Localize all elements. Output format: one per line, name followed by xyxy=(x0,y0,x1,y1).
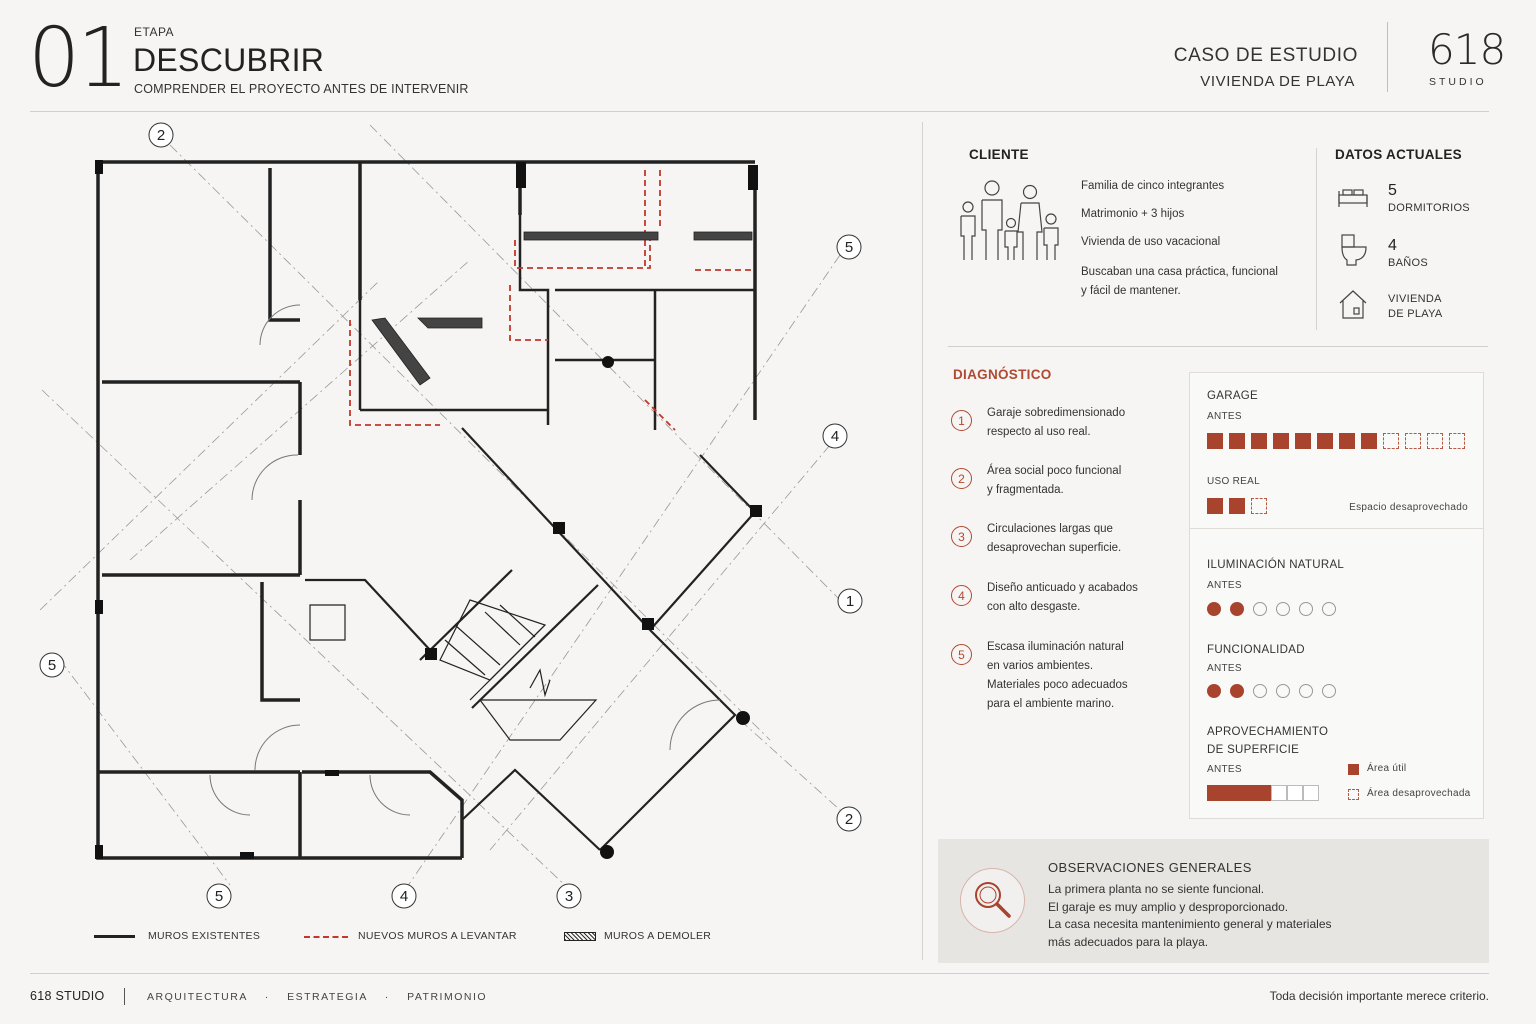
diagnosis-text: Área social poco funcional xyxy=(987,465,1122,477)
family-icon xyxy=(955,180,1063,264)
scale-unit-empty xyxy=(1405,433,1421,449)
demolish-walls xyxy=(372,232,752,385)
footer-quote: Toda decisión importante merece criterio. xyxy=(1269,989,1489,1003)
diagnosis-number: 2 xyxy=(951,468,972,489)
scale-unit-filled xyxy=(1339,433,1355,449)
scale-unit-filled xyxy=(1229,433,1245,449)
diagnosis-text: y fragmentada. xyxy=(987,484,1064,496)
diagnosis-text: respecto al uso real. xyxy=(987,426,1091,438)
diagnosis-number: 1 xyxy=(951,410,972,431)
scale-unit-empty xyxy=(1253,684,1267,698)
bed-icon xyxy=(1337,185,1369,209)
scale-unit-empty xyxy=(1287,785,1303,801)
diagnosis-number: 3 xyxy=(951,526,972,547)
scale-unit-filled xyxy=(1207,433,1223,449)
svg-text:2: 2 xyxy=(156,127,166,144)
surface-title-1: APROVECHAMIENTO xyxy=(1207,726,1329,738)
garage-title: GARAGE xyxy=(1207,390,1259,402)
diagnosis-item xyxy=(951,520,1157,558)
diagnosis-item xyxy=(951,462,1157,500)
garage-note: Espacio desaprovechado xyxy=(1349,502,1468,513)
panel-divider xyxy=(922,122,923,960)
scale-unit-filled xyxy=(1223,785,1239,801)
diagnosis-item xyxy=(951,579,1157,617)
garage-before-label: ANTES xyxy=(1207,411,1242,422)
scale-unit-empty xyxy=(1322,602,1336,616)
stairs xyxy=(310,600,596,740)
diagnosis-text: Circulaciones largas que xyxy=(987,523,1113,535)
garage-real-scale xyxy=(1207,498,1273,514)
surface-title-2: DE SUPERFICIE xyxy=(1207,744,1300,756)
axis-marker-2-top xyxy=(149,123,173,147)
legend-demolish-label: MUROS A DEMOLER xyxy=(604,930,712,942)
footer-nav-dot: · xyxy=(384,991,390,1003)
scale-unit-filled xyxy=(1317,433,1333,449)
function-title: FUNCIONALIDAD xyxy=(1207,644,1305,656)
diagnosis-text: Escasa iluminación natural xyxy=(987,641,1124,653)
observations-box xyxy=(938,839,1489,963)
stage-kicker: ETAPA xyxy=(134,25,175,39)
bathrooms-value: 4 xyxy=(1388,237,1397,254)
scale-unit-empty xyxy=(1299,684,1313,698)
garage-before-scale xyxy=(1207,433,1471,449)
diagnosis-text: en varios ambientes. xyxy=(987,660,1094,672)
scale-unit-filled xyxy=(1251,433,1267,449)
garage-real-label: USO REAL xyxy=(1207,476,1260,487)
scale-unit-filled xyxy=(1207,684,1221,698)
observation-line: La primera planta no se siente funcional. xyxy=(1048,882,1265,896)
logo-number: 618 xyxy=(1428,25,1506,74)
scale-unit-filled xyxy=(1273,433,1289,449)
observation-line: El garaje es muy amplio y desproporcionado. xyxy=(1048,899,1289,914)
function-before-label: ANTES xyxy=(1207,663,1242,674)
client-line-5: y fácil de mantener. xyxy=(1081,285,1181,297)
scale-unit-empty xyxy=(1303,785,1319,801)
scale-unit-filled xyxy=(1239,785,1255,801)
surface-legend-wasted-swatch xyxy=(1348,789,1359,800)
quality-card xyxy=(1189,529,1484,819)
scale-unit-filled xyxy=(1230,684,1244,698)
diagnosis-number: 4 xyxy=(951,585,972,606)
scale-unit-filled xyxy=(1207,498,1223,514)
svg-text:5: 5 xyxy=(844,239,854,256)
diagonal-walls xyxy=(305,428,755,850)
surface-legend-used: Área útil xyxy=(1367,763,1407,774)
light-scale xyxy=(1207,602,1345,616)
client-line-2: Matrimonio + 3 hijos xyxy=(1081,208,1185,220)
client-rule xyxy=(948,346,1488,347)
scale-unit-empty xyxy=(1299,602,1313,616)
svg-text:5: 5 xyxy=(47,657,57,674)
svg-text:3: 3 xyxy=(564,888,574,905)
legend-existing-label: MUROS EXISTENTES xyxy=(148,930,261,942)
legend-demolish-swatch xyxy=(564,932,596,941)
case-title: CASO DE ESTUDIO xyxy=(1173,45,1358,66)
diagnosis-text: Diseño anticuado y acabados xyxy=(987,582,1138,594)
footer-nav-arquitectura[interactable]: ARQUITECTURA xyxy=(147,991,248,1003)
client-title: CLIENTE xyxy=(969,147,1029,162)
garage-card xyxy=(1189,372,1484,529)
diagnosis-item xyxy=(951,638,1157,714)
scale-unit-filled xyxy=(1230,602,1244,616)
footer-brand: 618 STUDIO xyxy=(30,989,105,1003)
scale-unit-filled xyxy=(1361,433,1377,449)
diagnosis-title: DIAGNÓSTICO xyxy=(953,367,1052,382)
client-line-4: Buscaban una casa práctica, funcional xyxy=(1081,266,1278,278)
axis-marker-1-right xyxy=(838,589,862,613)
house-icon xyxy=(1337,288,1369,320)
scale-unit-empty xyxy=(1271,785,1287,801)
diagnosis-text: desaprovechan superficie. xyxy=(987,542,1122,554)
client-line-1: Familia de cinco integrantes xyxy=(1081,180,1225,192)
footer-divider xyxy=(124,988,125,1005)
scale-unit-empty xyxy=(1383,433,1399,449)
scale-unit-filled xyxy=(1255,785,1271,801)
legend-new-swatch xyxy=(304,936,348,938)
diagnosis-item xyxy=(951,404,1157,442)
scale-unit-empty xyxy=(1427,433,1443,449)
footer-nav xyxy=(147,991,487,1003)
footer-nav-dot: · xyxy=(264,991,270,1003)
header-divider xyxy=(1387,22,1388,92)
stage-title: DESCUBRIR xyxy=(133,42,325,78)
current-data-title: DATOS ACTUALES xyxy=(1335,147,1462,162)
bathrooms-label: BAÑOS xyxy=(1388,257,1429,269)
diagnosis-text: Materiales poco adecuados xyxy=(987,679,1128,691)
stage-subtitle: COMPRENDER EL PROYECTO ANTES DE INTERVENIR xyxy=(134,82,469,96)
bedrooms-value: 5 xyxy=(1388,182,1397,199)
scale-unit-filled xyxy=(1229,498,1245,514)
scale-unit-empty xyxy=(1276,684,1290,698)
observations-title: OBSERVACIONES GENERALES xyxy=(1048,860,1252,875)
home-type-label-2: DE PLAYA xyxy=(1388,308,1443,320)
axis-marker-4-bottom xyxy=(392,884,416,908)
footer-nav-estrategia[interactable]: ESTRATEGIA xyxy=(287,991,368,1003)
diagnosis-text: Garaje sobredimensionado xyxy=(987,407,1126,419)
stage-number: 01 xyxy=(28,11,127,106)
axis-marker-2-right xyxy=(837,807,861,831)
scale-unit-filled xyxy=(1207,602,1221,616)
scale-unit-empty xyxy=(1449,433,1465,449)
svg-text:1: 1 xyxy=(845,593,855,610)
scale-unit-filled xyxy=(1207,785,1223,801)
scale-unit-empty xyxy=(1322,684,1336,698)
light-before-label: ANTES xyxy=(1207,580,1242,591)
floor-plan xyxy=(0,112,920,972)
scale-unit-empty xyxy=(1253,602,1267,616)
surface-before-label: ANTES xyxy=(1207,764,1242,775)
surface-legend-used-swatch xyxy=(1348,764,1359,775)
surface-scale xyxy=(1207,785,1319,801)
footer-rule xyxy=(30,973,1489,974)
columns xyxy=(95,160,762,859)
svg-text:4: 4 xyxy=(830,428,840,445)
axis-marker-5-left xyxy=(40,653,64,677)
svg-text:5: 5 xyxy=(214,888,224,905)
svg-text:4: 4 xyxy=(399,888,409,905)
surface-legend-wasted: Área desaprovechada xyxy=(1367,788,1471,799)
client-stats-divider xyxy=(1316,148,1317,330)
home-type-label-1: VIVIENDA xyxy=(1388,293,1442,305)
toilet-icon xyxy=(1340,233,1368,267)
bedrooms-label: DORMITORIOS xyxy=(1388,202,1470,214)
client-line-3: Vivienda de uso vacacional xyxy=(1081,236,1221,248)
light-title: ILUMINACIÓN NATURAL xyxy=(1207,559,1345,571)
diagnosis-number: 5 xyxy=(951,644,972,665)
magnifier-icon xyxy=(959,867,1026,934)
axis-marker-5-right xyxy=(837,235,861,259)
scale-unit-empty xyxy=(1251,498,1267,514)
case-subtitle: VIVIENDA DE PLAYA xyxy=(1200,73,1355,90)
svg-text:2: 2 xyxy=(844,811,854,828)
new-walls xyxy=(350,170,752,430)
observations-text xyxy=(1048,881,1332,951)
scale-unit-empty xyxy=(1276,602,1290,616)
axis-marker-3-bottom xyxy=(557,884,581,908)
observation-line: La casa necesita mantenimiento general y materiales xyxy=(1048,917,1332,931)
diagnosis-text: para el ambiente marino. xyxy=(987,698,1115,710)
footer-nav-patrimonio[interactable]: PATRIMONIO xyxy=(407,991,488,1003)
legend-existing-swatch xyxy=(94,935,135,938)
axis-marker-4-right xyxy=(823,424,847,448)
diagnosis-text: con alto desgaste. xyxy=(987,601,1081,613)
axis-marker-5-bottom xyxy=(207,884,231,908)
observation-line: más adecuados para la playa. xyxy=(1048,934,1209,949)
logo-sub: STUDIO xyxy=(1429,76,1487,88)
scale-unit-filled xyxy=(1295,433,1311,449)
function-scale xyxy=(1207,684,1345,698)
legend-new-label: NUEVOS MUROS A LEVANTAR xyxy=(358,930,517,942)
client-description xyxy=(1081,177,1278,301)
